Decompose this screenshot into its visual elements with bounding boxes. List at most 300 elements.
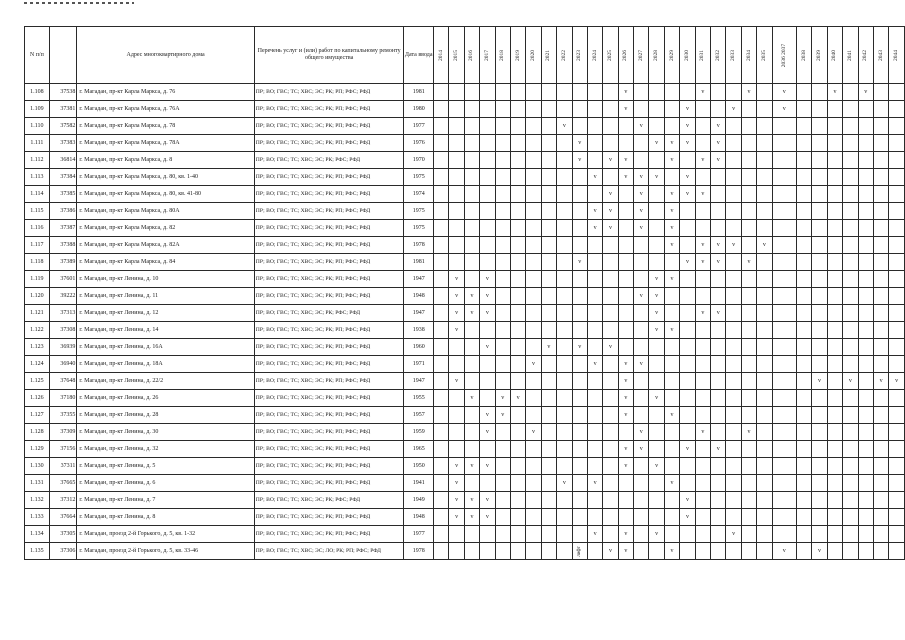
table-row <box>25 135 905 152</box>
cell-year-mark <box>449 237 464 254</box>
cell-year-mark: v <box>634 220 649 237</box>
cell-num: 1.121 <box>25 305 50 322</box>
cell-year-mark: v <box>695 186 710 203</box>
col-header-id <box>49 27 77 84</box>
cell-year-mark: v <box>526 424 541 441</box>
cell-year-mark <box>649 101 664 118</box>
cell-year-mark <box>796 169 811 186</box>
cell-year-mark <box>449 118 464 135</box>
cell-year-mark <box>557 220 572 237</box>
cell-year-mark <box>858 152 873 169</box>
cell-year-mark <box>480 356 495 373</box>
year-label: 2025 <box>606 49 613 61</box>
cell-year-mark <box>772 509 796 526</box>
cell-year-mark <box>741 152 756 169</box>
cell-year-mark <box>572 203 587 220</box>
year-label: 2020 <box>530 49 537 61</box>
col-header-year <box>510 27 525 84</box>
cell-year-mark <box>843 526 858 543</box>
cell-year-mark <box>603 407 618 424</box>
cell-year-mark <box>587 509 602 526</box>
cell-year-mark <box>711 101 726 118</box>
cell-year-mark <box>873 322 888 339</box>
cell-year-mark: v <box>572 152 587 169</box>
cell-year-mark <box>772 220 796 237</box>
col-header-year <box>796 27 811 84</box>
cell-num: 1.118 <box>25 254 50 271</box>
cell-year-mark <box>796 356 811 373</box>
cell-year-mark <box>812 356 827 373</box>
cell-year-mark <box>587 152 602 169</box>
cell-year-mark <box>649 356 664 373</box>
cell-year-mark <box>634 373 649 390</box>
cell-year-mark <box>827 356 842 373</box>
table-row <box>25 458 905 475</box>
cell-year-mark <box>526 322 541 339</box>
cell-year-mark <box>526 118 541 135</box>
cell-year-mark <box>726 152 741 169</box>
cell-year-mark <box>772 203 796 220</box>
cell-house-id: 37648 <box>49 373 77 390</box>
cell-year-mark <box>587 135 602 152</box>
cell-works: ПР; ВО; ГВС; ТС; ХВС; ЭС; РК; РП; РФС; РФД <box>254 441 404 458</box>
cell-year-mark: v <box>495 390 510 407</box>
cell-year-mark <box>711 203 726 220</box>
year-label: 2022 <box>560 49 567 61</box>
cell-year-mark <box>889 254 905 271</box>
cell-year-mark <box>464 424 479 441</box>
cell-year-mark: v <box>711 441 726 458</box>
cell-year-mark: v <box>449 373 464 390</box>
cell-year-mark <box>757 492 772 509</box>
cell-year-mark <box>827 441 842 458</box>
cell-year-mark <box>572 407 587 424</box>
cell-year-mark <box>726 186 741 203</box>
cell-year-mark: v <box>449 492 464 509</box>
table-row <box>25 373 905 390</box>
col-header-year <box>541 27 556 84</box>
cell-year-mark <box>557 254 572 271</box>
cell-year-mark <box>741 441 756 458</box>
cell-year-mark <box>603 475 618 492</box>
cell-year-mark <box>873 441 888 458</box>
cell-year-mark <box>510 543 525 560</box>
cell-year-mark <box>541 407 556 424</box>
cell-address: г. Магадан, пр-кт Ленина, д. 30 <box>77 424 254 441</box>
year-label: 2027 <box>637 49 644 61</box>
cell-year-mark <box>812 288 827 305</box>
cell-year-mark: v <box>603 339 618 356</box>
cell-year-mark <box>541 424 556 441</box>
col-header-year <box>889 27 905 84</box>
table-row <box>25 186 905 203</box>
cell-year-mark: v <box>649 169 664 186</box>
cell-year-mark <box>557 186 572 203</box>
cell-year-mark <box>889 390 905 407</box>
cell-year-mark <box>858 288 873 305</box>
cell-year-mark: v <box>649 271 664 288</box>
cell-year-built: 1948 <box>404 509 434 526</box>
cell-address: г. Магадан, пр-кт Ленина, д. 22/2 <box>77 373 254 390</box>
cell-year-mark <box>495 424 510 441</box>
cell-year-mark <box>634 458 649 475</box>
cell-year-mark <box>772 186 796 203</box>
cell-year-mark <box>557 203 572 220</box>
table-row <box>25 271 905 288</box>
cell-year-mark: v <box>618 101 633 118</box>
cell-year-mark <box>726 305 741 322</box>
cell-year-mark: v <box>480 271 495 288</box>
cell-year-mark: v <box>618 84 633 101</box>
col-header-year <box>649 27 664 84</box>
col-header-year <box>757 27 772 84</box>
cell-year-mark <box>557 356 572 373</box>
cell-year-mark: v <box>812 373 827 390</box>
cell-year-mark: v <box>649 458 664 475</box>
cell-year-mark <box>572 84 587 101</box>
cell-year-mark <box>843 356 858 373</box>
cell-year-mark <box>873 492 888 509</box>
cell-year-mark <box>796 305 811 322</box>
cell-year-mark <box>843 186 858 203</box>
cell-num: 1.112 <box>25 152 50 169</box>
cell-year-mark <box>526 101 541 118</box>
cell-year-mark <box>873 390 888 407</box>
cell-year-mark: v <box>680 509 695 526</box>
cell-year-mark <box>434 169 449 186</box>
year-label: 2023 <box>576 49 583 61</box>
cell-year-mark <box>827 526 842 543</box>
cell-year-mark <box>664 101 679 118</box>
cell-year-mark <box>634 339 649 356</box>
cell-year-mark <box>695 458 710 475</box>
cell-year-mark <box>480 118 495 135</box>
cell-year-mark <box>464 237 479 254</box>
cell-year-mark <box>843 339 858 356</box>
cell-year-mark <box>726 424 741 441</box>
cell-year-mark <box>572 441 587 458</box>
cell-year-mark <box>572 424 587 441</box>
cell-year-mark <box>827 475 842 492</box>
col-header-year <box>618 27 633 84</box>
year-label: 2014 <box>437 49 444 61</box>
cell-year-mark <box>726 373 741 390</box>
cell-year-mark <box>603 101 618 118</box>
cell-year-mark <box>541 118 556 135</box>
year-label: 2029 <box>668 49 675 61</box>
cell-year-mark <box>587 373 602 390</box>
cell-year-mark <box>873 118 888 135</box>
cell-year-mark <box>587 458 602 475</box>
cell-year-mark <box>812 84 827 101</box>
cell-year-mark <box>541 186 556 203</box>
cell-year-mark <box>434 203 449 220</box>
cell-year-mark <box>480 220 495 237</box>
cell-year-mark <box>711 424 726 441</box>
cell-year-mark <box>618 186 633 203</box>
cell-year-mark <box>741 526 756 543</box>
cell-year-mark <box>873 220 888 237</box>
col-header-year <box>434 27 449 84</box>
cell-house-id: 36940 <box>49 356 77 373</box>
cell-year-mark <box>603 237 618 254</box>
cell-year-mark <box>649 254 664 271</box>
cell-year-mark <box>843 543 858 560</box>
cell-year-mark <box>449 84 464 101</box>
cell-year-mark: v <box>649 135 664 152</box>
cell-year-mark <box>618 220 633 237</box>
cell-year-mark <box>843 288 858 305</box>
cell-year-mark: v <box>572 339 587 356</box>
cell-year-built: 1947 <box>404 373 434 390</box>
cell-year-built: 1975 <box>404 203 434 220</box>
cell-year-mark <box>695 492 710 509</box>
cell-year-mark <box>757 373 772 390</box>
cell-year-mark <box>680 390 695 407</box>
col-header-year <box>772 27 796 84</box>
cell-year-mark <box>695 101 710 118</box>
cell-year-mark <box>757 288 772 305</box>
cell-year-mark <box>873 288 888 305</box>
cell-year-mark <box>541 441 556 458</box>
cell-year-mark <box>480 322 495 339</box>
cell-year-mark <box>873 203 888 220</box>
cell-year-mark <box>695 339 710 356</box>
cell-year-mark <box>634 305 649 322</box>
cell-year-mark <box>796 220 811 237</box>
cell-year-mark <box>495 543 510 560</box>
cell-year-mark <box>634 254 649 271</box>
cell-works: ПР; ВО; ГВС; ТС; ХВС; ЭС; РК; РФС; РФД <box>254 492 404 509</box>
cell-year-mark <box>757 390 772 407</box>
cell-year-mark: v <box>649 526 664 543</box>
cell-year-mark <box>434 135 449 152</box>
cell-num: 1.135 <box>25 543 50 560</box>
cell-year-mark <box>711 458 726 475</box>
cell-year-mark <box>772 271 796 288</box>
cell-address: г. Магадан, пр-кт Ленина, д. 16А <box>77 339 254 356</box>
cell-year-mark <box>757 84 772 101</box>
cell-year-mark <box>827 118 842 135</box>
cell-year-mark <box>618 339 633 356</box>
cell-year-mark: v <box>618 441 633 458</box>
cell-works: ПР; ВО; ГВС; ТС; ХВС; ЭС; РК; РП; РФС; РФД <box>254 237 404 254</box>
cell-year-mark <box>449 441 464 458</box>
cell-year-mark: v <box>726 101 741 118</box>
cell-year-mark <box>464 373 479 390</box>
cell-year-mark <box>603 271 618 288</box>
cell-year-mark <box>812 186 827 203</box>
cell-works: ПР; ВО; ГВС; ТС; ХВС; ЭС; РК; РП; РФС; РФД <box>254 424 404 441</box>
cell-year-mark <box>796 152 811 169</box>
cell-address: г. Магадан, пр-кт Карла Маркса, д. 80, кв. 41-80 <box>77 186 254 203</box>
table-row <box>25 407 905 424</box>
cell-year-mark <box>495 373 510 390</box>
year-label: 2019 <box>514 49 521 61</box>
cell-year-mark <box>711 169 726 186</box>
cell-year-mark <box>812 509 827 526</box>
scan-artifact <box>24 2 134 4</box>
cell-year-mark <box>843 322 858 339</box>
cell-num: 1.110 <box>25 118 50 135</box>
cell-year-mark <box>812 407 827 424</box>
table-row <box>25 322 905 339</box>
cell-year-mark <box>449 203 464 220</box>
cell-address: г. Магадан, пр-кт Карла Маркса, д. 82 <box>77 220 254 237</box>
cell-year-mark <box>464 152 479 169</box>
cell-works: ПР; ВО; ГВС; ТС; ХВС; ЭС; РК; РП; РФС; РФД <box>254 390 404 407</box>
cell-year-mark <box>757 441 772 458</box>
cell-year-mark <box>541 271 556 288</box>
cell-num: 1.117 <box>25 237 50 254</box>
cell-year-mark <box>480 475 495 492</box>
cell-year-mark <box>510 220 525 237</box>
cell-year-mark <box>510 339 525 356</box>
cell-year-mark: v <box>680 254 695 271</box>
year-label: 2041 <box>846 49 853 61</box>
cell-year-mark <box>741 322 756 339</box>
cell-address: г. Магадан, пр-кт Ленина, д. 6 <box>77 475 254 492</box>
cell-year-mark <box>772 356 796 373</box>
cell-year-mark <box>510 305 525 322</box>
cell-year-mark: v <box>603 152 618 169</box>
cell-year-built: 1978 <box>404 237 434 254</box>
cell-year-mark <box>464 407 479 424</box>
cell-year-mark <box>772 254 796 271</box>
cell-year-mark <box>587 305 602 322</box>
cell-year-mark <box>495 220 510 237</box>
cell-address: г. Магадан, пр-кт Карла Маркса, д. 78А <box>77 135 254 152</box>
cell-year-mark <box>572 220 587 237</box>
cell-year-mark: v <box>449 509 464 526</box>
cell-year-mark <box>873 509 888 526</box>
cell-year-mark: v <box>664 186 679 203</box>
cell-year-mark <box>772 407 796 424</box>
cell-year-mark <box>889 407 905 424</box>
cell-year-mark <box>741 458 756 475</box>
cell-year-mark <box>495 254 510 271</box>
cell-year-mark: v <box>603 543 618 560</box>
cell-year-mark: v <box>557 118 572 135</box>
cell-year-mark <box>796 492 811 509</box>
cell-year-mark <box>695 526 710 543</box>
cell-year-mark: v <box>480 305 495 322</box>
cell-year-mark <box>510 271 525 288</box>
cell-year-mark <box>618 288 633 305</box>
cell-year-mark <box>726 84 741 101</box>
cell-year-mark <box>510 356 525 373</box>
col-header-year <box>680 27 695 84</box>
cell-year-mark: v <box>726 237 741 254</box>
cell-year-mark <box>772 305 796 322</box>
cell-year-mark <box>843 271 858 288</box>
year-label: 2044 <box>893 49 900 61</box>
cell-year-mark <box>649 424 664 441</box>
cell-year-mark <box>449 152 464 169</box>
cell-year-mark <box>557 407 572 424</box>
cell-year-mark <box>726 356 741 373</box>
cell-year-mark <box>680 424 695 441</box>
cell-year-mark <box>812 339 827 356</box>
cell-house-id: 37313 <box>49 305 77 322</box>
cell-year-mark <box>889 543 905 560</box>
cell-year-mark: v <box>772 101 796 118</box>
table-row <box>25 509 905 526</box>
cell-year-mark <box>649 118 664 135</box>
cell-year-mark: v <box>464 509 479 526</box>
cell-year-mark <box>618 424 633 441</box>
cell-num: 1.133 <box>25 509 50 526</box>
cell-year-mark <box>827 203 842 220</box>
cell-year-mark <box>757 339 772 356</box>
cell-year-mark <box>757 118 772 135</box>
cell-year-mark <box>741 492 756 509</box>
cell-year-mark <box>827 186 842 203</box>
cell-year-mark <box>634 526 649 543</box>
cell-year-mark <box>772 424 796 441</box>
cell-year-mark <box>526 288 541 305</box>
cell-year-mark: v <box>695 152 710 169</box>
cell-year-mark <box>449 186 464 203</box>
cell-works: ПР; ВО; ГВС; ТС; ХВС; ЭС; РК; РП; РФС; РФД <box>254 220 404 237</box>
cell-year-mark <box>434 543 449 560</box>
cell-year-mark <box>434 288 449 305</box>
cell-year-mark <box>495 356 510 373</box>
cell-year-mark <box>495 135 510 152</box>
cell-works: ПР; ВО; ГВС; ТС; ХВС; ЭС; РК; РП; РФС; РФД <box>254 203 404 220</box>
cell-year-mark <box>526 441 541 458</box>
cell-year-mark <box>464 475 479 492</box>
cell-year-mark <box>557 543 572 560</box>
cell-year-mark <box>858 373 873 390</box>
cell-year-mark <box>572 543 587 560</box>
year-label: 2017 <box>483 49 490 61</box>
cell-year-mark <box>664 441 679 458</box>
cell-year-mark <box>680 237 695 254</box>
cell-year-mark: v <box>680 492 695 509</box>
cell-year-mark: v <box>711 254 726 271</box>
cell-year-mark <box>541 288 556 305</box>
cell-address: г. Магадан, пр-кт Карла Маркса, д. 76А <box>77 101 254 118</box>
cell-year-mark: v <box>449 271 464 288</box>
cell-year-mark <box>480 441 495 458</box>
cell-year-mark <box>858 220 873 237</box>
cell-year-mark <box>858 237 873 254</box>
cell-year-mark <box>664 458 679 475</box>
cell-address: г. Магадан, пр-кт Ленина, д. 10 <box>77 271 254 288</box>
cell-year-mark <box>858 543 873 560</box>
cell-year-mark <box>618 254 633 271</box>
cell-year-mark: v <box>464 305 479 322</box>
cell-year-mark <box>664 169 679 186</box>
cell-works: ПР; ВО; ГВС; ТС; ХВС; ЭС; РК; РФС; РФД <box>254 152 404 169</box>
cell-year-mark <box>434 390 449 407</box>
cell-year-built: 1977 <box>404 526 434 543</box>
cell-year-built: 1974 <box>404 186 434 203</box>
col-header-year <box>741 27 756 84</box>
cell-house-id: 37601 <box>49 271 77 288</box>
cell-works: ПР; ВО; ГВС; ТС; ХВС; ЭС; ЛО; РК; РП; РФС; РФД <box>254 543 404 560</box>
cell-year-mark <box>603 526 618 543</box>
cell-year-mark <box>664 339 679 356</box>
cell-works: ПР; ВО; ГВС; ТС; ХВС; ЭС; РК; РП; РФС; РФД <box>254 475 404 492</box>
cell-year-built: 1947 <box>404 305 434 322</box>
cell-year-mark <box>572 186 587 203</box>
cell-house-id: 37355 <box>49 407 77 424</box>
cell-house-id: 37384 <box>49 169 77 186</box>
cell-works: ПР; ВО; ГВС; ТС; ХВС; ЭС; РК; РП; РФС; РФД <box>254 135 404 152</box>
cell-year-mark <box>858 492 873 509</box>
